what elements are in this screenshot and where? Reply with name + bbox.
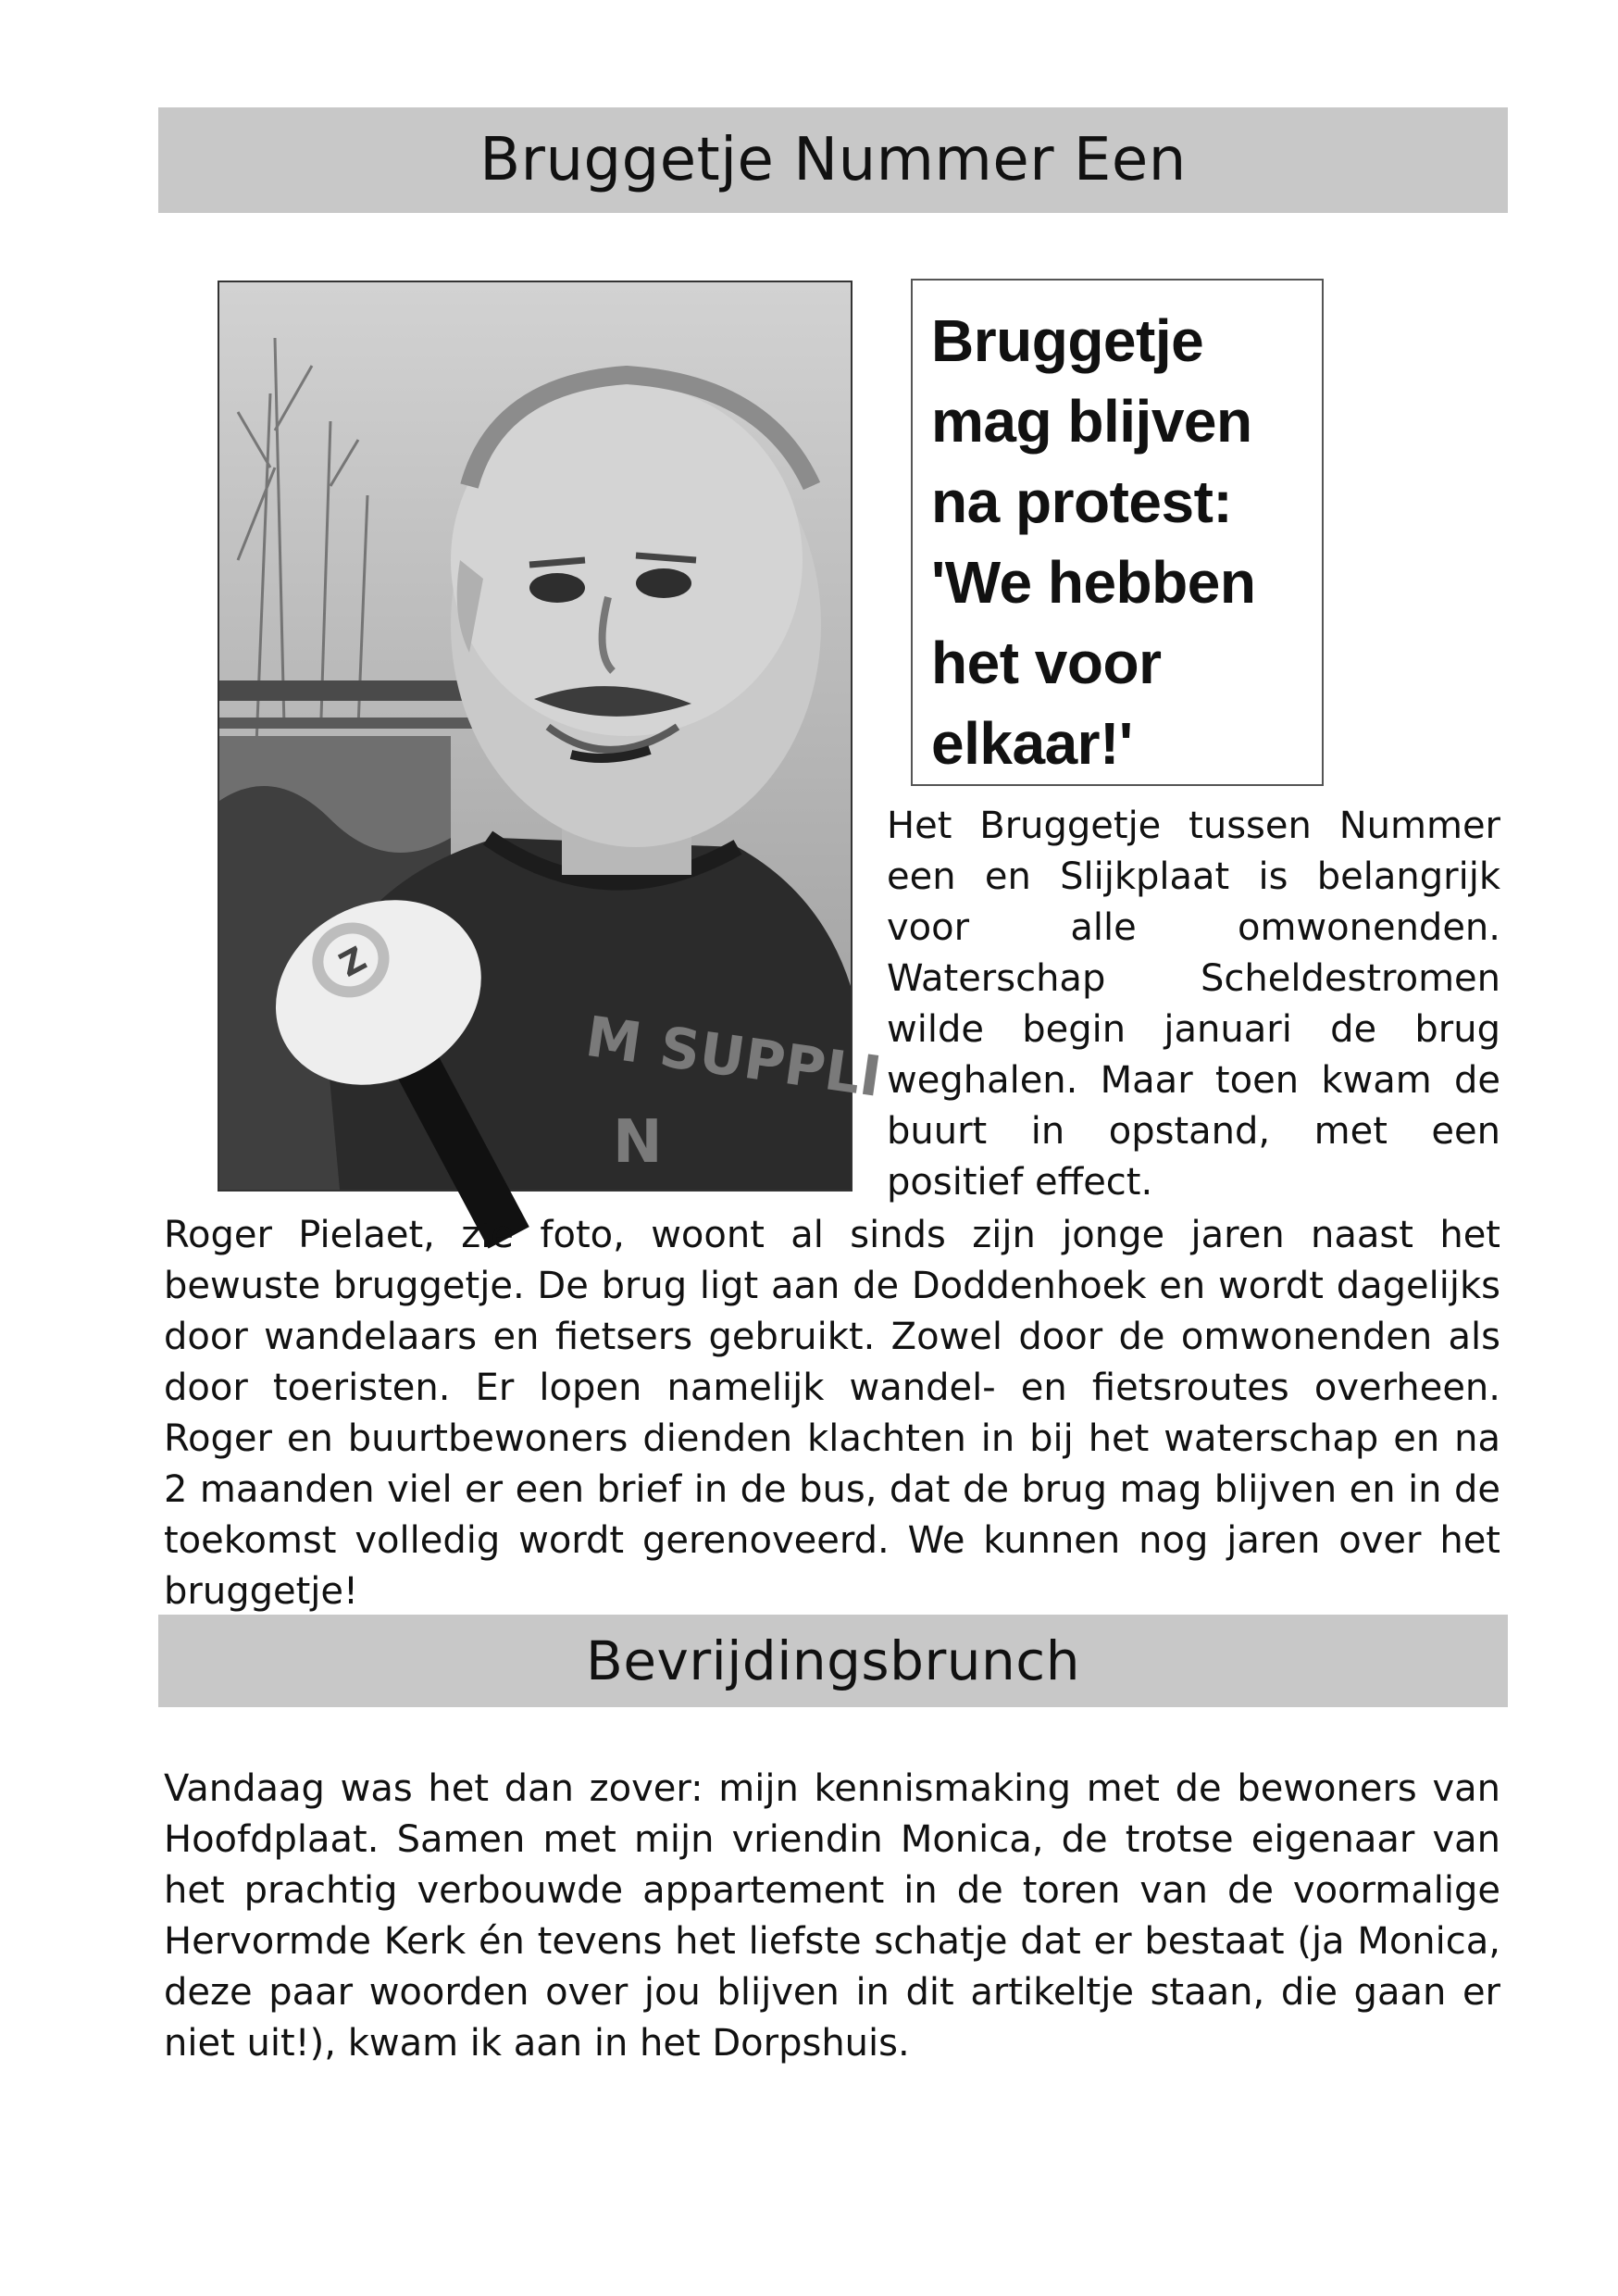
headline-box (911, 279, 1324, 786)
microphone-logo: Z (333, 940, 373, 985)
article-body: Roger Pielaet, zie foto, woont al sinds zijn jonge jaren naast het bewuste bruggetje. De brug ligt aan de Doddenhoek en wordt dagelijks door wandelaars en fietsers gebruikt. Zowel door de omwonenden als door toeristen. Er lopen namelijk wandel- en fietsroutes overheen. Roger en buurtbewoners dienden klachten in bij het waterschap en na 2 maanden viel er een brief in de bus, dat de brug mag blijven en in de toekomst volledig wordt gerenoveerd. We kunnen nog jaren over het bruggetje! (164, 1214, 1500, 1613)
portrait-photo (218, 281, 886, 1192)
section-title-bruggetje: Bruggetje Nummer Een (158, 107, 1508, 213)
portrait-illustration (219, 282, 886, 1190)
shirt-print: M SUPPLI (581, 1004, 886, 1110)
section-title-brunch: Bevrijdingsbrunch (158, 1615, 1508, 1707)
headline: Bruggetje mag blijven na protest: 'We hebben het voor elkaar!' (931, 307, 1256, 777)
shirt-letter: N (613, 1108, 663, 1177)
article-intro: Het Bruggetje tussen Nummer een en Slijkplaat is belangrijk voor alle omwonenden. Waterschap Scheldestromen wilde begin januari de brug weghalen. Maar toen kwam de buurt in opstand, met een positief effect. (887, 805, 1500, 1204)
brunch-paragraph: Vandaag was het dan zover: mijn kennismaking met de bewoners van Hoofdplaat. Samen met mijn vriendin Monica, de trotse eigenaar van het prachtig verbouwde appartement in de toren van de voormalige Hervormde Kerk én tevens het liefste schatje dat er bestaat (ja Monica, deze paar woorden over jou blijven in dit artikeltje staan, die gaan er niet uit!), kwam ik aan in het Dorpshuis. (164, 1767, 1500, 2065)
